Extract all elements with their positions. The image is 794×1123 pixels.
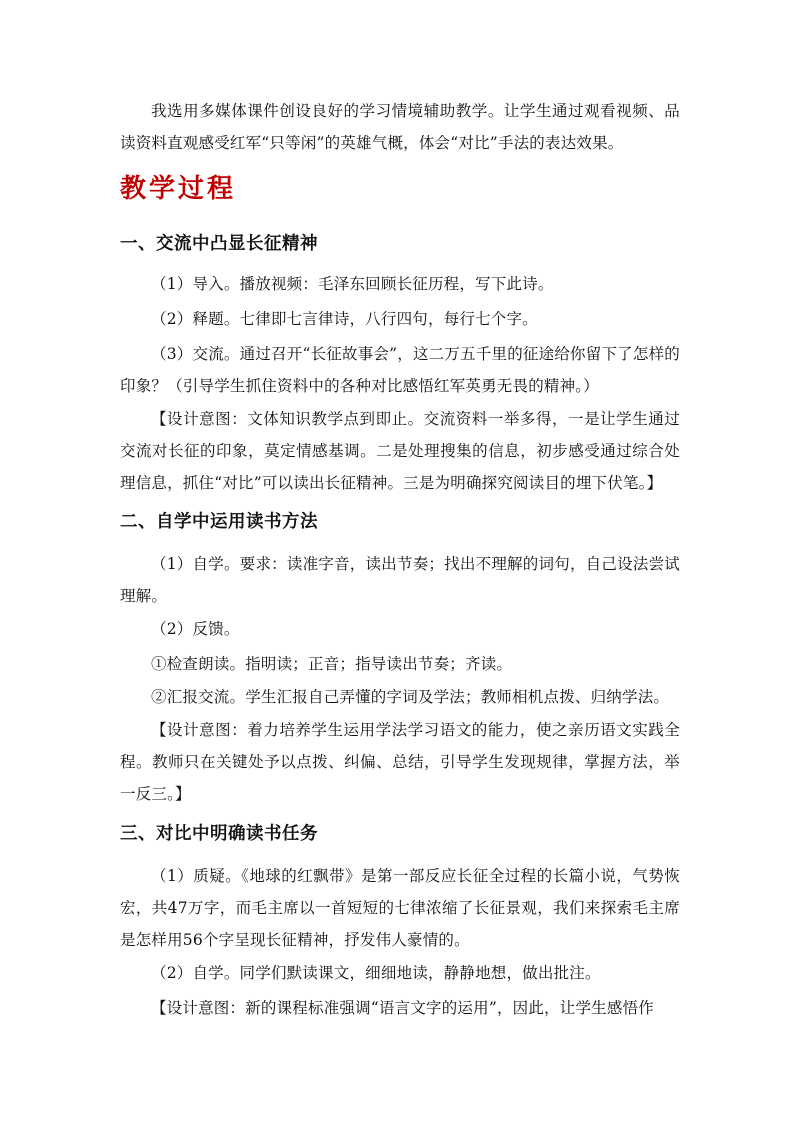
section-2-paragraph-4: ②汇报交流。学生汇报自己弄懂的字词及学法；教师相机点拨、归纳学法。 <box>151 688 670 706</box>
section-2-paragraph-2: （2）反馈。 <box>151 620 240 638</box>
section-3-paragraph-2: （2）自学。同学们默读课文，细细地读，静静地想，做出批注。 <box>151 964 601 982</box>
section-3-design-intent: 【设计意图：新的课程标准强调“语言文字的运用”，因此，让学生感悟作 <box>151 999 654 1017</box>
section-1-title: 一、交流中凸显长征精神 <box>120 234 318 254</box>
section-2-design-intent: 【设计意图：着力培养学生运用学法学习语文的能力，使之亲历语文实践全程。教师只在关键处予以点拨、纠偏、总结，引导学生发现规律，掌握方法，举一反三。】 <box>120 721 680 803</box>
section-1-design-intent: 【设计意图：文体知识教学点到即止。交流资料一举多得，一是让学生通过交流对长征的印象，莫定情感基调。二是处理搜集的信息，初步感受通过综合处理信息，抓住“对比”可以读出长征精神。三是为明确探究阅读目的埋下伏笔。】 <box>120 410 680 492</box>
section-2-title: 二、自学中运用读书方法 <box>120 512 318 532</box>
section-2-paragraph-1: （1）自学。要求：读准字音，读出节奏；找出不理解的词句，自己设法尝试理解。 <box>120 555 680 605</box>
section-1-paragraph-1: （1）导入。播放视频：毛泽东回顾长征历程，写下此诗。 <box>151 275 554 293</box>
section-3-title: 三、对比中明确读书任务 <box>120 824 318 844</box>
section-2-paragraph-3: ①检查朗读。指明读；正音；指导读出节奏；齐读。 <box>151 655 513 673</box>
section-1-paragraph-2: （2）释题。七律即七言律诗，八行四句，每行七个字。 <box>151 310 538 328</box>
intro-paragraph: 我选用多媒体课件创设良好的学习情境辅助教学。让学生通过观看视频、品读资料直观感受红军“只等闲”的英雄气概，体会“对比”手法的表达效果。 <box>120 102 680 152</box>
section-3-paragraph-1: （1）质疑。《地球的红飘带》是第一部反应长征全过程的长篇小说，气势恢宏，共47万字，而毛主席以一首短短的七律浓缩了长征景观，我们来探索毛主席是怎样用56个字呈现长征精神，抒发伟人豪情的。 <box>120 867 680 949</box>
section-1-paragraph-3: （3）交流。通过召开“长征故事会”，这二万五千里的征途给你留下了怎样的印象？（引导学生抓住资料中的各种对比感悟红军英勇无畏的精神。） <box>120 345 680 395</box>
main-heading: 教学过程 <box>120 174 237 204</box>
